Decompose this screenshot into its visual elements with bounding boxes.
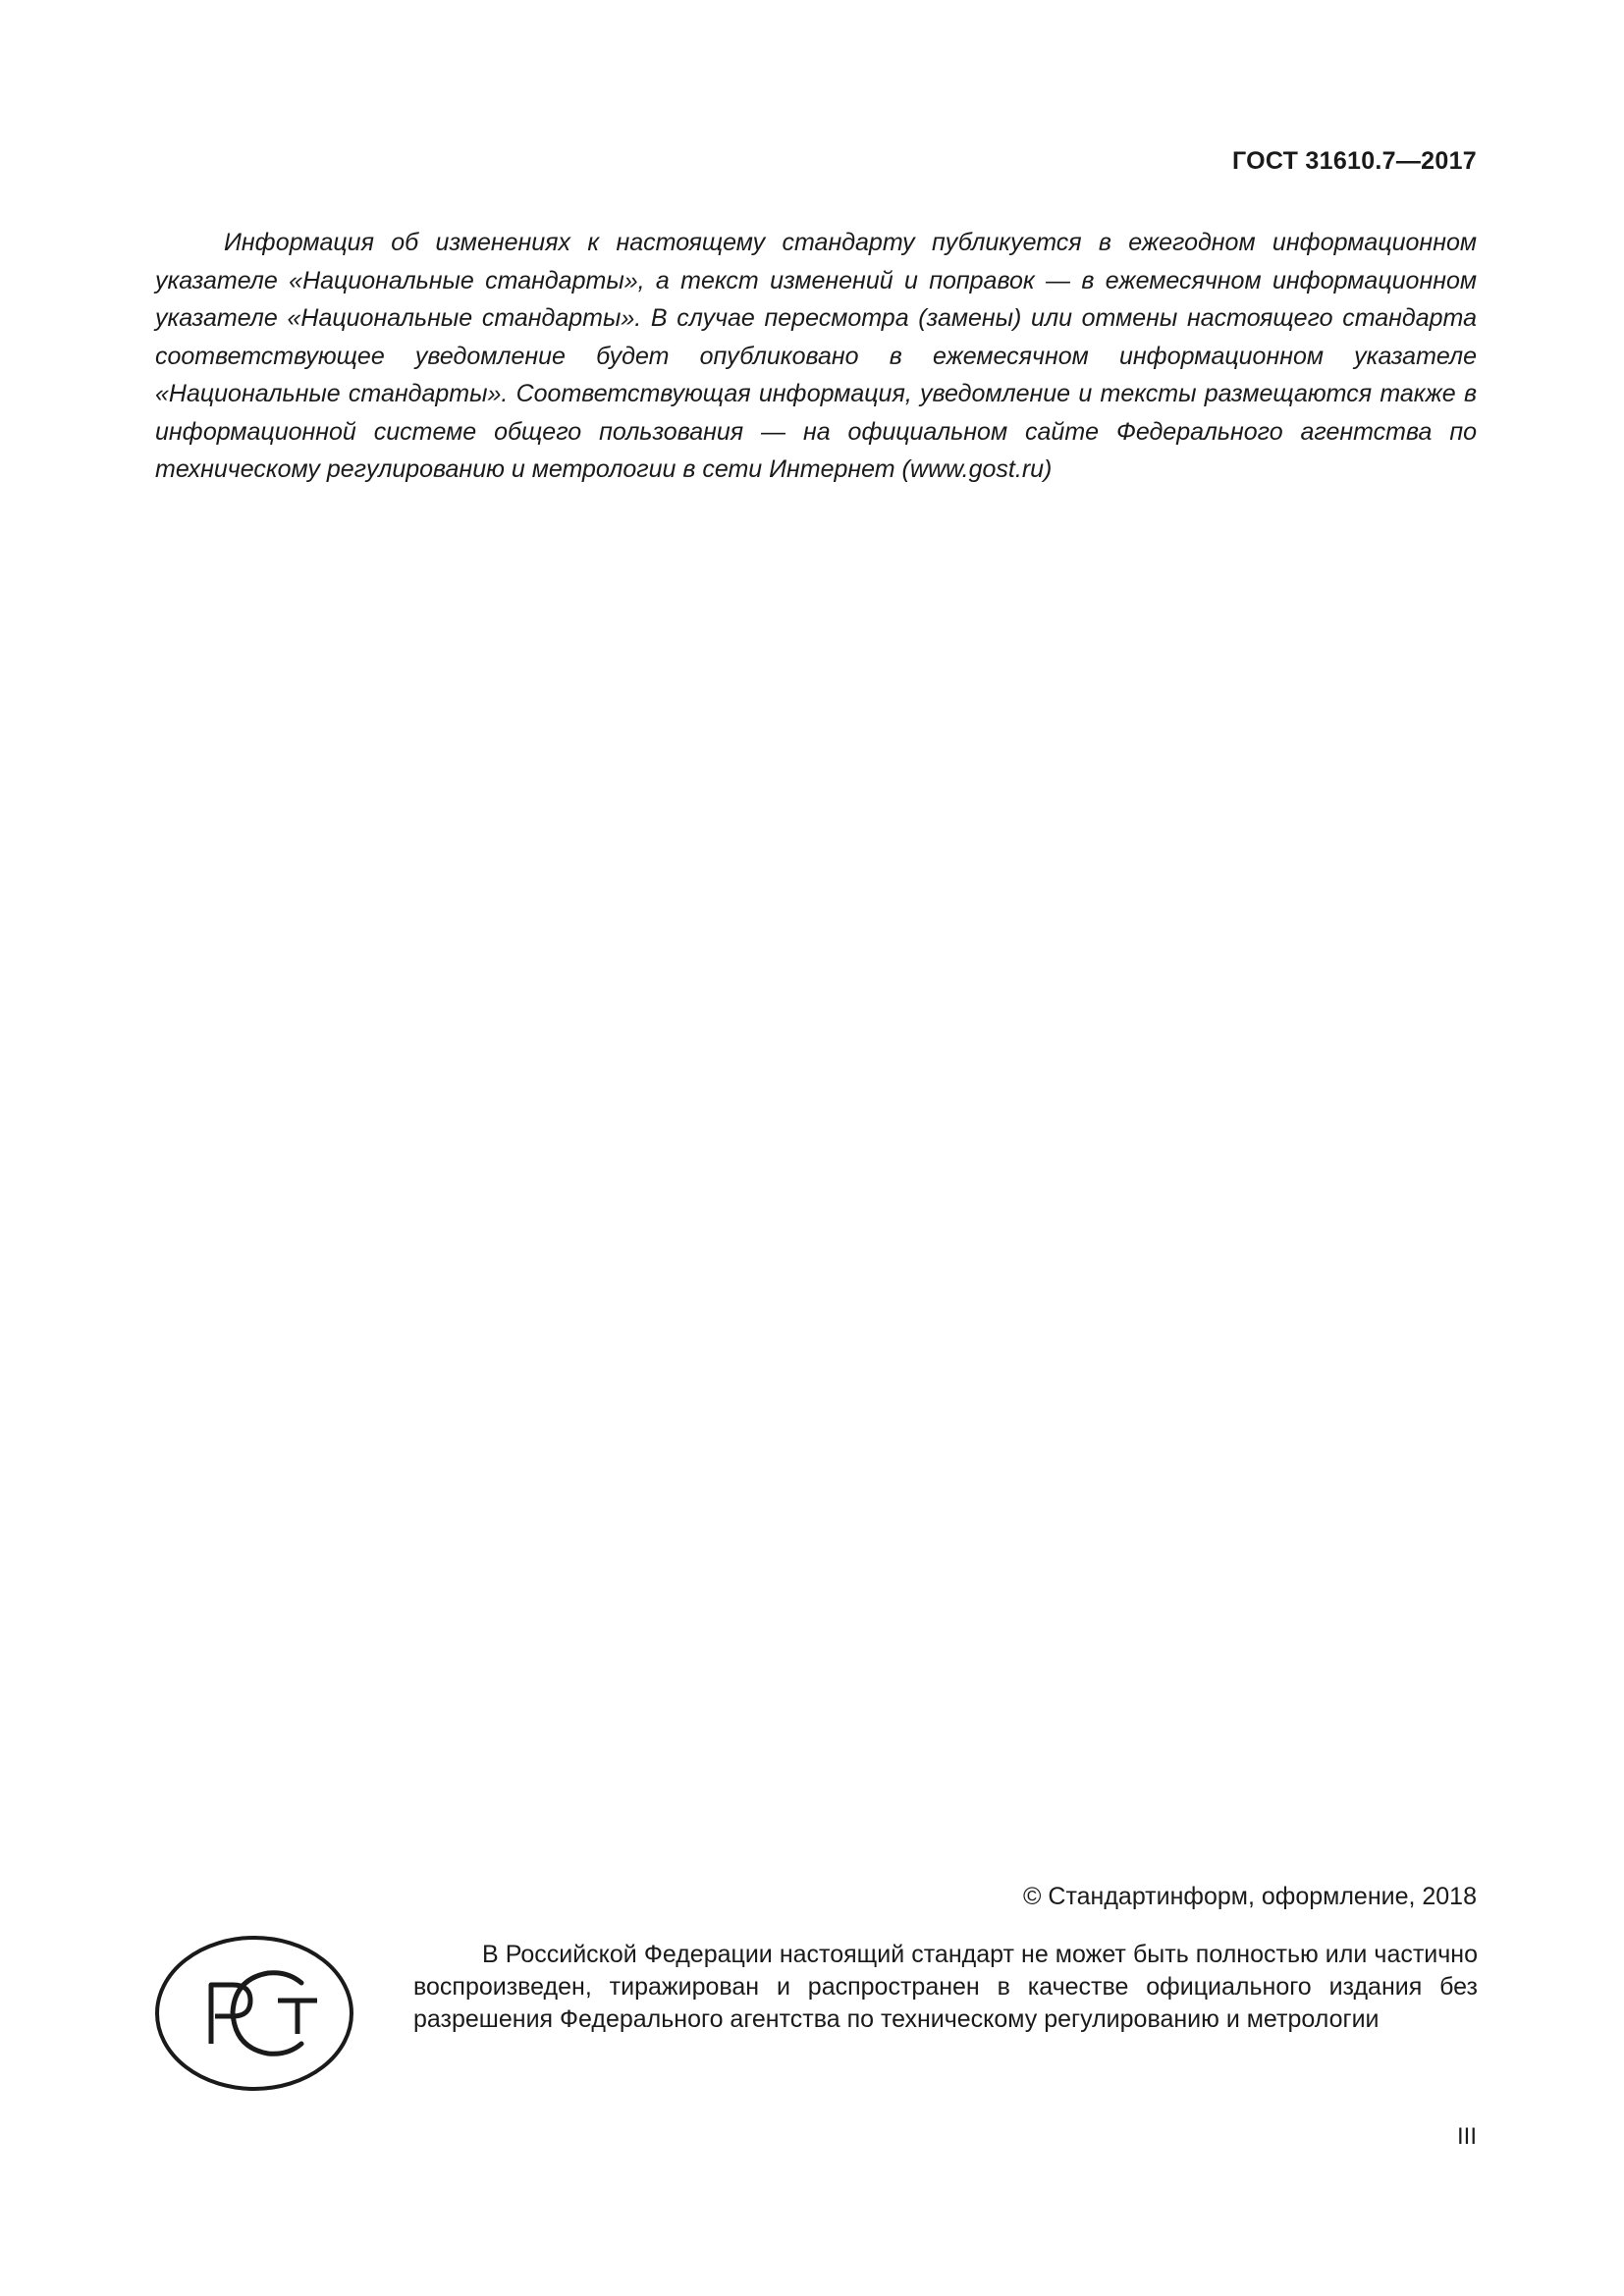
change-info-paragraph: Информация об изменениях к настоящему стандарту публикуется в ежегодном информационном указателе «Национальные стандарты», а текст изменений и поправок — в ежемесячном информационном указателе «Национальные стандарты». В случае пересмотра (замены) или отмены настоящего стандарта соответствующее уведомление будет опубликовано в ежемесячном информационном указателе «Национальные стандарты». Соответствующая информация, уведомление и тексты размещаются также в информационной системе общего пользования — на официальном сайте Федерального агентства по техническому регулированию и метрологии в сети Интернет (www.gost.ru): [155, 229, 1477, 483]
page-number: III: [1456, 2123, 1477, 2150]
rst-logo-icon: [154, 1934, 354, 2093]
document-code: ГОСТ 31610.7—2017: [1231, 147, 1477, 175]
copyright-line: © Стандартинформ, оформление, 2018: [1023, 1883, 1477, 1910]
reproduction-notice: В Российской Федерации настоящий стандарт не может быть полностью или частично воспроизведен, тиражирован и распространен в качестве официального издания без разрешения Федерального агентства по техническому регулированию и метрологии: [413, 1941, 1478, 2033]
